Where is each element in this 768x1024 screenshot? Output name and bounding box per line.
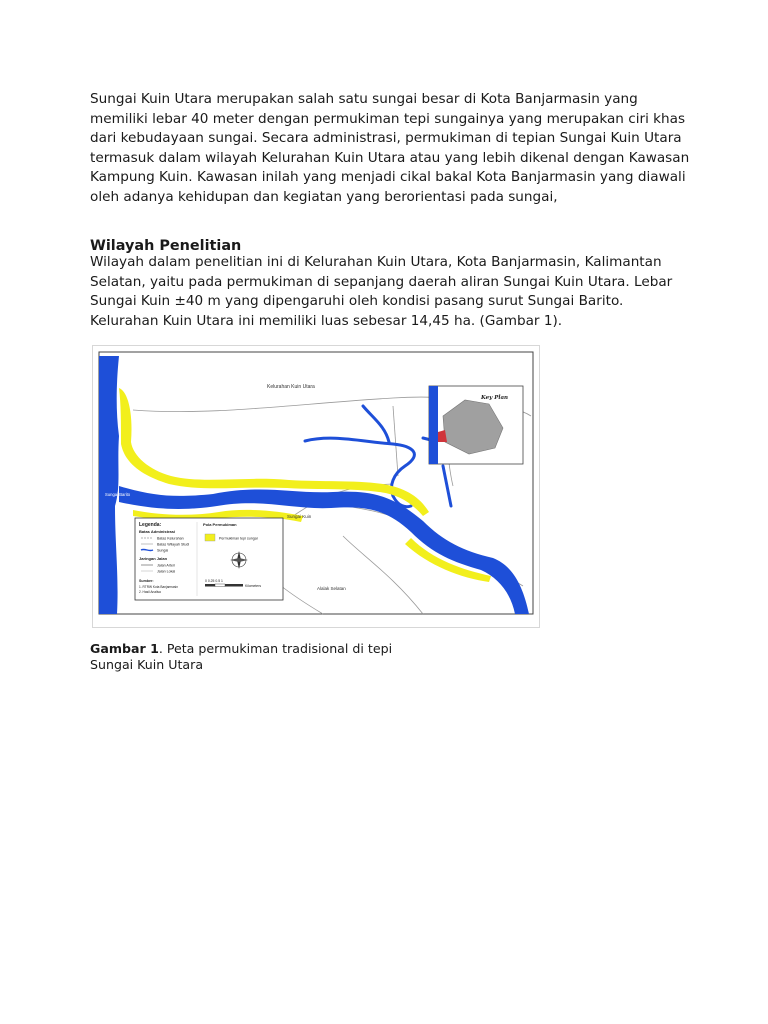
legend-source-item-0: 1. RTRW Kota Banjarmasin (139, 585, 179, 589)
map-figure (92, 345, 540, 628)
sungai-barito-label: Sungai Barito (105, 492, 131, 497)
section-heading: Wilayah Penelitian (90, 238, 242, 254)
settlement-swatch (205, 534, 215, 541)
legend-admin-header: Batas Administrasi (139, 529, 176, 534)
legend-road-header: Jaringan Jalan (139, 556, 168, 561)
key-plan-inset (429, 386, 523, 464)
sungai-kuin-label: Sungai Kuin (287, 514, 312, 519)
map-legend (135, 518, 283, 600)
kelurahan-label: Kelurahan Kuin Utara (267, 384, 315, 390)
legend-settlement-item: Permukiman tepi sungai (219, 536, 258, 541)
settlement-map (93, 346, 539, 627)
barito-river (99, 356, 119, 614)
figure-caption (90, 641, 430, 673)
body-paragraph-2: Wilayah dalam penelitian ini di Kelurahan Kuin Utara, Kota Banjarmasin, Kalimantan Selatan, yaitu pada permukiman di sepanjang daerah aliran Sungai Kuin Utara. Lebar Sungai Kuin ±40 m yang dipengaruhi oleh kondisi pasang surut Sungai Barito. Kelurahan Kuin Utara ini memiliki luas sebesar 14,45 ha. (Gambar 1). (90, 254, 673, 329)
legend-source-header: Sumber: (139, 579, 154, 583)
legend-settlement-header: Pola Permukiman (203, 522, 237, 527)
legend-road-item-1: Jalan Lokal (157, 569, 176, 574)
caption-label: Gambar 1 (90, 641, 159, 656)
key-plan-label: Key Plan (481, 395, 509, 401)
legend-source-item-1: 2. Hasil Analisa (139, 590, 161, 594)
legend-title: Legenda: (139, 522, 162, 528)
legend-road-item-0: Jalan Arteri (157, 563, 175, 568)
scale-unit: Kilometers (245, 584, 262, 588)
legend-admin-item-1: Batas Wilayah Studi (157, 542, 190, 547)
caption-text: . Peta permukiman tradisional di tepi Sungai Kuin Utara (90, 641, 393, 672)
legend-admin-item-0: Batas Kelurahan (157, 536, 184, 541)
scale-text: 0 0.25 0.5 1 (205, 579, 223, 583)
body-paragraph-1: Sungai Kuin Utara merupakan salah satu sungai besar di Kota Banjarmasin yang memiliki lebar 40 meter dengan permukiman tepi sungainya yang merupakan ciri khas dari kebudayaan sungai. Secara administrasi, permukiman di tepian Sungai Kuin Utara termasuk dalam wilayah Kelurahan Kuin Utara atau yang lebih dikenal dengan Kawasan Kampung Kuin. Kawasan inilah yang menjadi cikal bakal Kota Banjarmasin yang diawali oleh adanya kehidupan dan kegiatan yang berorientasi pada sungai, (90, 91, 690, 205)
alalak-label: Alalak Selatan (317, 586, 346, 591)
legend-admin-item-2: Sungai (157, 548, 169, 553)
